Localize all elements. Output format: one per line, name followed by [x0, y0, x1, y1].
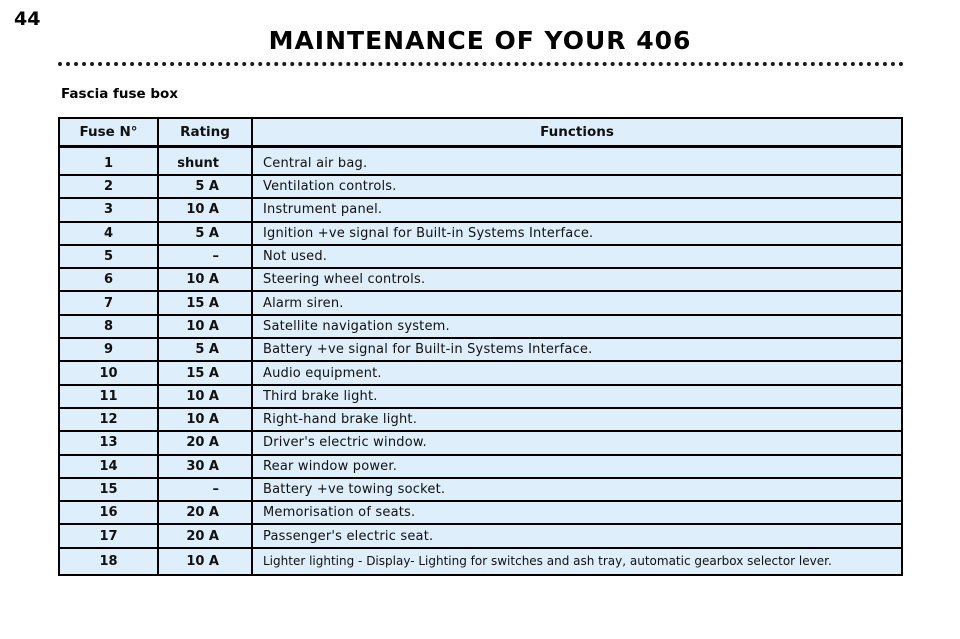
fuse-number-cell: 14	[59, 455, 158, 478]
rating-cell: –	[158, 478, 252, 501]
table-row	[59, 245, 902, 268]
table-row	[59, 524, 902, 547]
rating-cell: 20 A	[158, 501, 252, 524]
rating-cell: shunt	[158, 147, 252, 176]
table-header-row	[59, 118, 902, 147]
table-row	[59, 315, 902, 338]
header-fuse-number: Fuse N°	[59, 118, 158, 147]
function-cell: Lighter lighting - Display- Lighting for switches and ash tray, automatic gearbox selector lever.	[263, 554, 832, 569]
table-row	[59, 291, 902, 314]
function-cell: Memorisation of seats.	[252, 501, 902, 524]
fuse-number-cell: 3	[59, 198, 158, 221]
rating-cell: 20 A	[158, 431, 252, 454]
function-cell: Satellite navigation system.	[252, 315, 902, 338]
table-row	[59, 338, 902, 361]
rating-cell: 10 A	[158, 268, 252, 291]
fuse-table	[58, 117, 903, 576]
table-row	[59, 431, 902, 454]
function-cell: Central air bag.	[252, 147, 902, 176]
table-row	[59, 175, 902, 198]
header-rating: Rating	[158, 118, 252, 147]
rating-cell: 20 A	[158, 524, 252, 547]
table-row	[59, 478, 902, 501]
section-heading: Fascia fuse box	[61, 86, 179, 102]
fuse-number-cell: 8	[59, 315, 158, 338]
fuse-number-cell: 15	[59, 478, 158, 501]
table-row	[59, 455, 902, 478]
function-cell: Third brake light.	[252, 385, 902, 408]
rating-cell: 5 A	[158, 338, 252, 361]
function-cell: Audio equipment.	[252, 361, 902, 384]
function-cell: Driver's electric window.	[252, 431, 902, 454]
table-row	[59, 147, 902, 176]
function-cell: Battery +ve towing socket.	[252, 478, 902, 501]
table-row	[59, 408, 902, 431]
page-number: 44	[14, 8, 41, 30]
header-functions: Functions	[252, 118, 902, 147]
table-row	[59, 548, 902, 575]
rating-cell: 10 A	[158, 408, 252, 431]
fuse-number-cell: 11	[59, 385, 158, 408]
dotted-divider	[58, 62, 904, 66]
table-row	[59, 268, 902, 291]
fuse-number-cell: 16	[59, 501, 158, 524]
fuse-number-cell: 13	[59, 431, 158, 454]
fuse-number-cell: 10	[59, 361, 158, 384]
rating-cell: 5 A	[158, 222, 252, 245]
function-cell: Battery +ve signal for Built-in Systems Interface.	[252, 338, 902, 361]
function-cell: Ignition +ve signal for Built-in Systems Interface.	[252, 222, 902, 245]
function-cell: Ventilation controls.	[252, 175, 902, 198]
fuse-number-cell: 5	[59, 245, 158, 268]
fuse-number-cell: 1	[59, 147, 158, 176]
table-row	[59, 501, 902, 524]
rating-cell: –	[158, 245, 252, 268]
rating-cell: 30 A	[158, 455, 252, 478]
function-cell: Instrument panel.	[252, 198, 902, 221]
function-cell: Right-hand brake light.	[252, 408, 902, 431]
rating-cell: 15 A	[158, 291, 252, 314]
fuse-number-cell: 7	[59, 291, 158, 314]
function-cell: Passenger's electric seat.	[252, 524, 902, 547]
fuse-number-cell: 18	[59, 548, 158, 575]
table-row	[59, 222, 902, 245]
function-cell: Rear window power.	[252, 455, 902, 478]
function-cell: Alarm siren.	[252, 291, 902, 314]
table-row	[59, 198, 902, 221]
table-body	[59, 147, 902, 575]
function-cell: Steering wheel controls.	[252, 268, 902, 291]
fuse-number-cell: 6	[59, 268, 158, 291]
rating-cell: 15 A	[158, 361, 252, 384]
fuse-number-cell: 2	[59, 175, 158, 198]
rating-cell: 10 A	[158, 548, 252, 575]
fuse-number-cell: 12	[59, 408, 158, 431]
rating-cell: 10 A	[158, 198, 252, 221]
table-row	[59, 385, 902, 408]
rating-cell: 5 A	[158, 175, 252, 198]
fuse-number-cell: 9	[59, 338, 158, 361]
function-cell: Not used.	[252, 245, 902, 268]
rating-cell: 10 A	[158, 315, 252, 338]
rating-cell: 10 A	[158, 385, 252, 408]
table-row	[59, 361, 902, 384]
fuse-number-cell: 4	[59, 222, 158, 245]
page-title: MAINTENANCE OF YOUR 406	[268, 26, 692, 55]
fuse-number-cell: 17	[59, 524, 158, 547]
